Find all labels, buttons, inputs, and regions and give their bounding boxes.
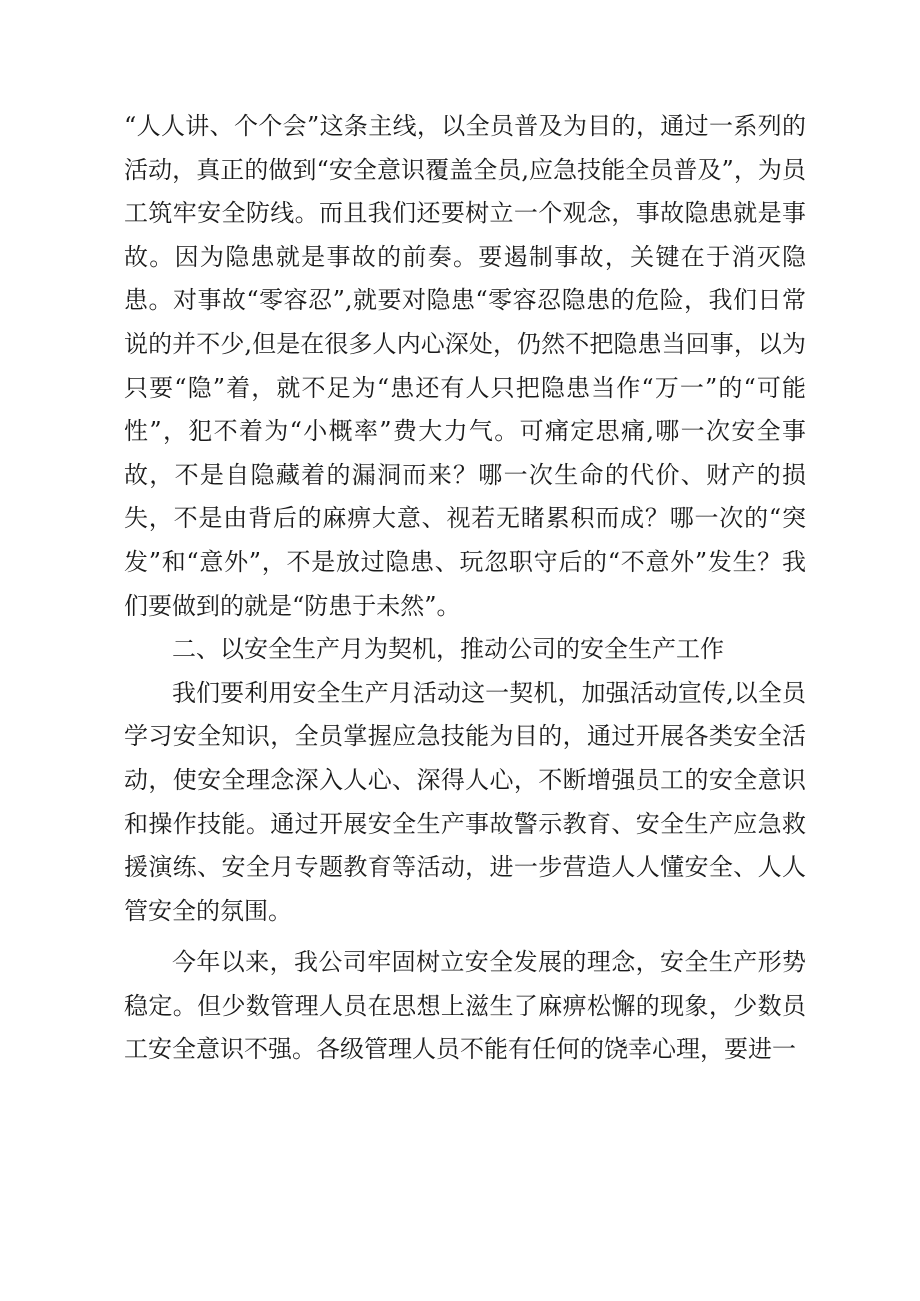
- paragraph-body: 今年以来，我公司牢固树立安全发展的理念，安全生产形势稳定。但少数管理人员在思想上滋生了麻痹松懈的现象，少数员工安全意识不强。各级管理人员不能有任何的饶幸心理，要进一: [124, 948, 806, 1064]
- paragraph-body: 我们要利用安全生产月活动这一契机，加强活动宣传,以全员学习安全知识，全员掌握应急技能为目的，通过开展各类安全活动，使安全理念深入人心、深得人心，不断增强员工的安全意识和操作技能。通过开展安全生产事故警示教育、安全生产应急救援演练、安全月专题教育等活动，进一步营造人人懂安全、人人管安全的氛围。: [124, 678, 806, 925]
- paragraph-continuation: “人人讲、个个会”这条主线，以全员普及为目的，通过一系列的活动，真正的做到“安全意识覆盖全员,应急技能全员普及”，为员工筑牢安全防线。而且我们还要树立一个观念，事故隐患就是事故。因为隐患就是事故的前奏。要遏制事故，关键在于消灭隐患。对事故“零容忍”,就要对隐患“零容忍隐患的危险，我们日常说的并不少,但是在很多人内心深处，仍然不把隐患当回事，以为只要“隐”着，就不足为“患还有人只把隐患当作“万一”的“可能性”，犯不着为“小概率”费大力气。可痛定思痛,哪一次安全事故，不是自隐藏着的漏洞而来？哪一次生命的代价、财产的损失，不是由背后的麻痹大意、视若无睹累积而成？哪一次的“突发”和“意外”，不是放过隐患、玩忽职守后的“不意外”发生？我们要做到的就是“防患于未然”。: [124, 112, 806, 620]
- document-body: [124, 105, 806, 1072]
- section-heading: 二、以安全生产月为契机，推动公司的安全生产工作: [172, 635, 724, 664]
